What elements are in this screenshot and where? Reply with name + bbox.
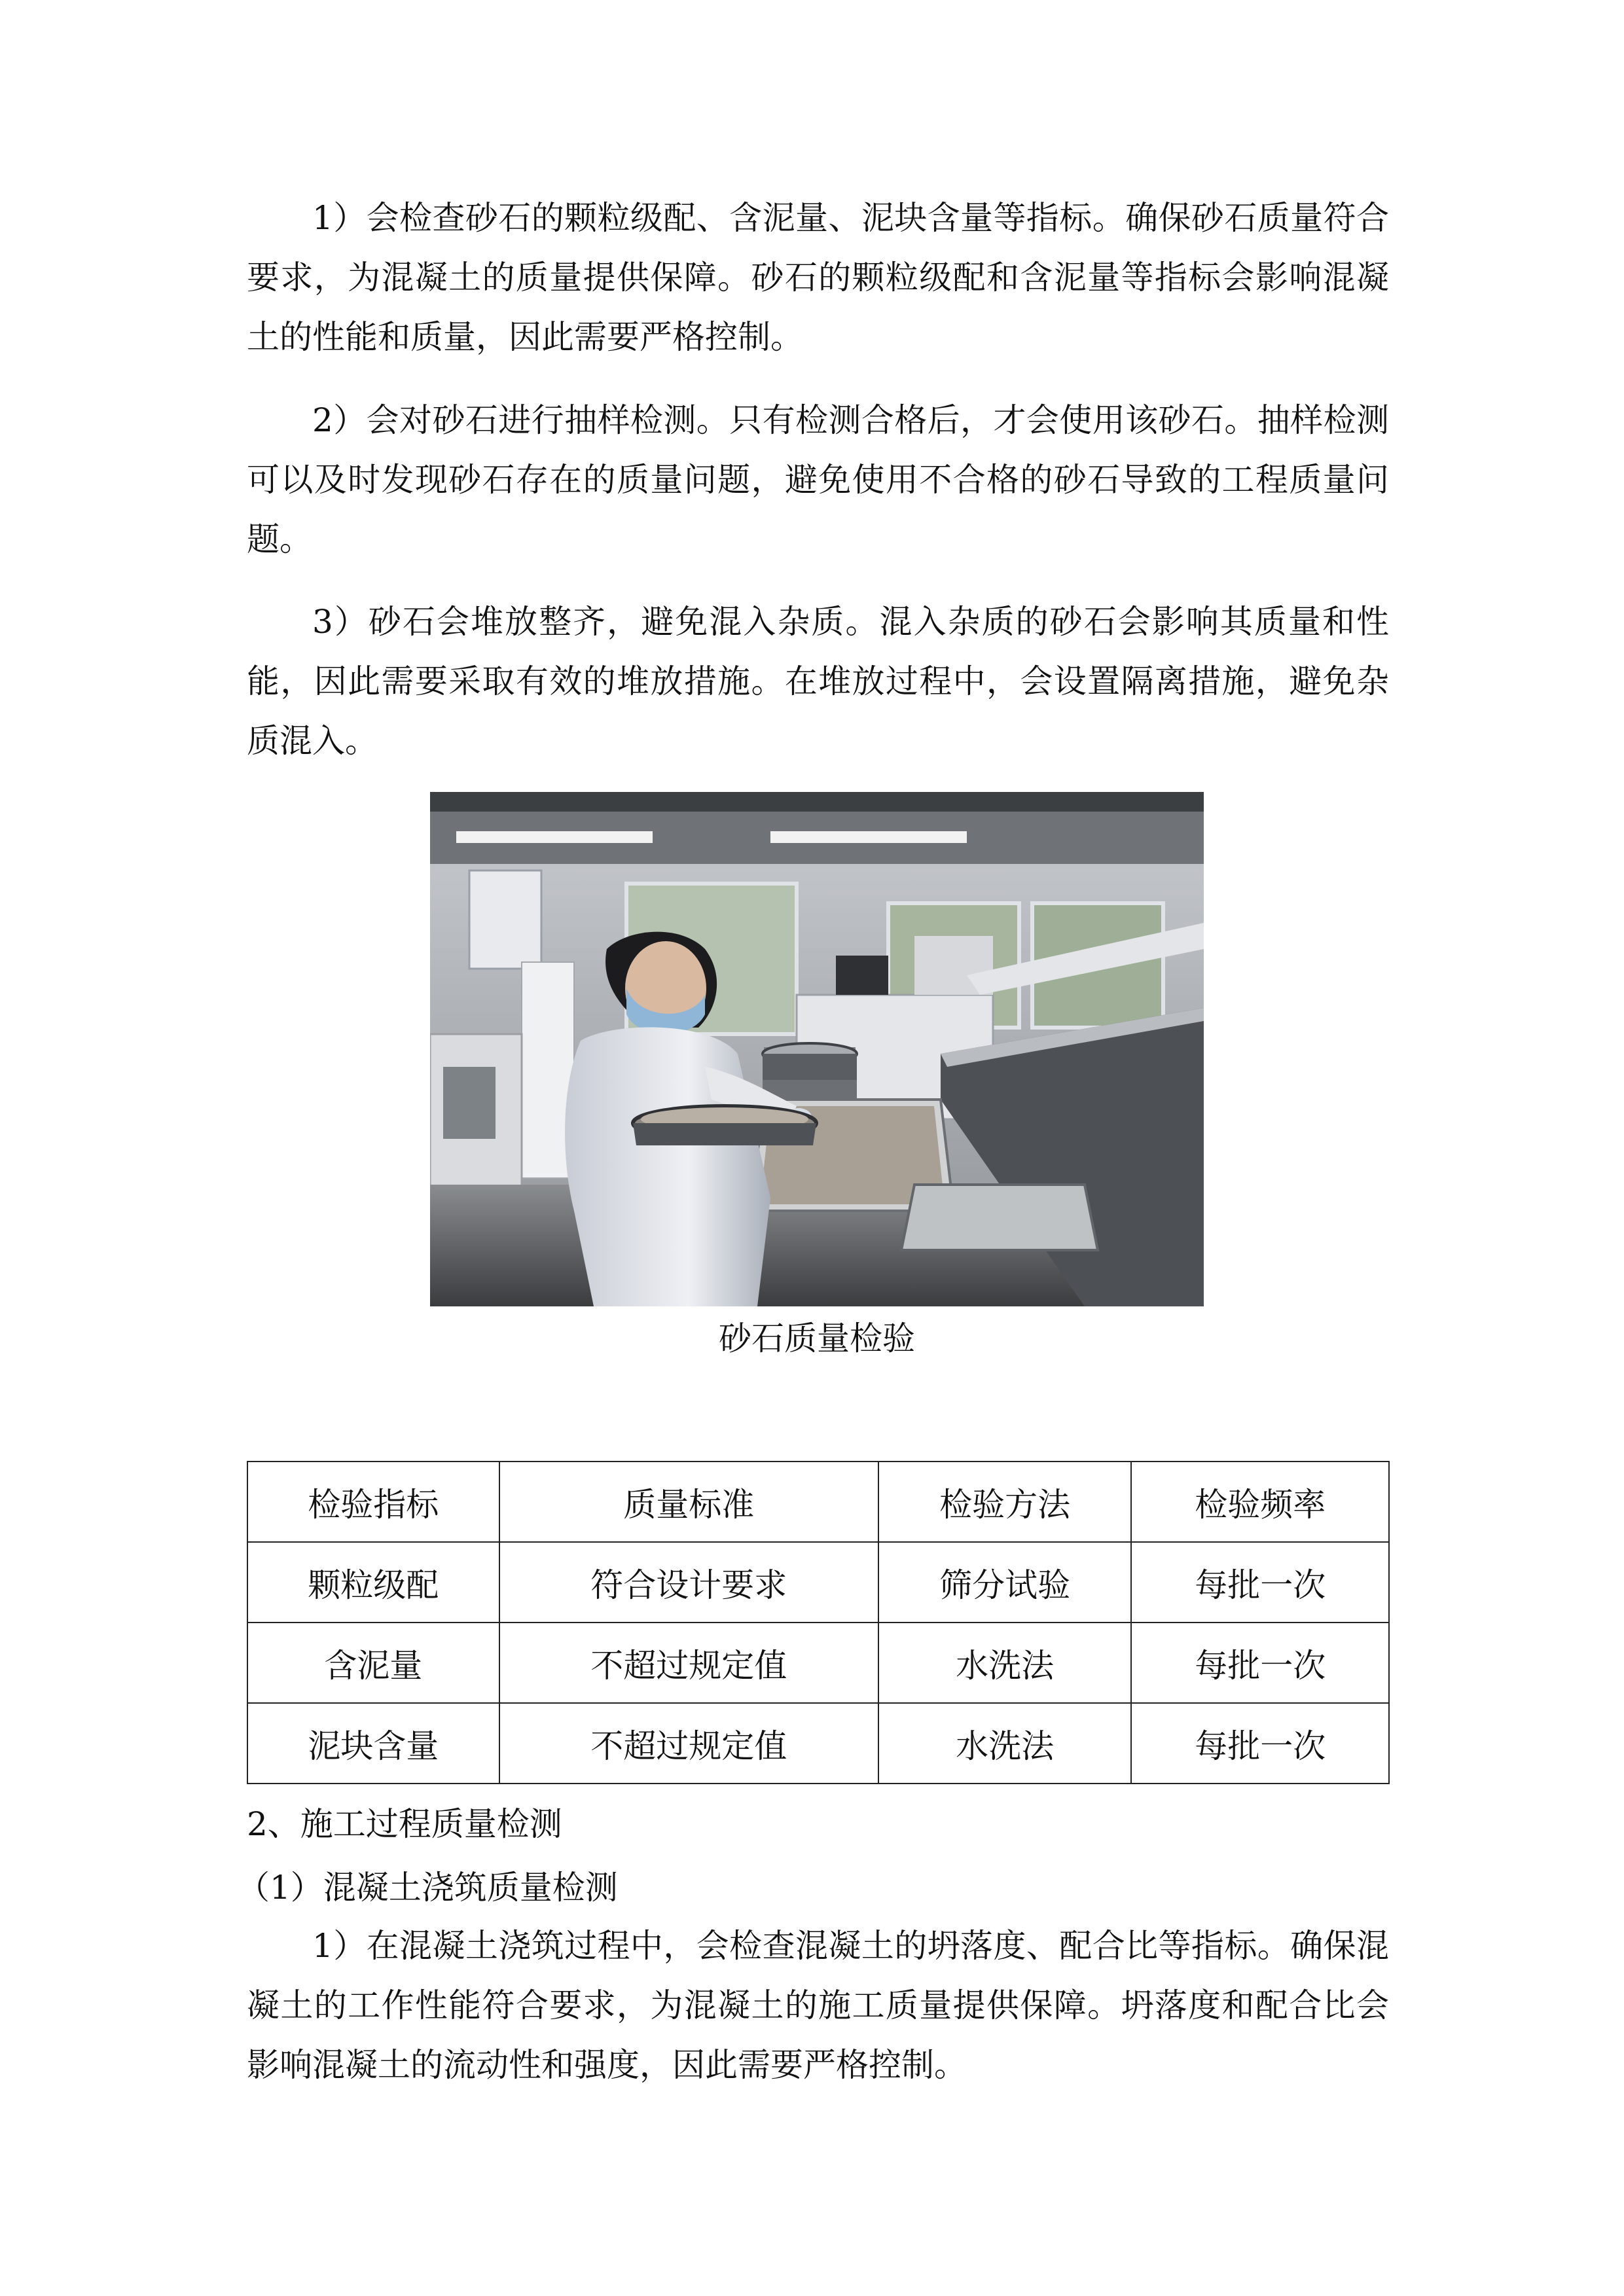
inspection-table bbox=[247, 1461, 1390, 1784]
header-cell: 质量标准 bbox=[499, 1462, 878, 1542]
subsection-heading: （1）混凝土浇筑质量检测 bbox=[237, 1869, 618, 1907]
table-cell: 符合设计要求 bbox=[499, 1542, 878, 1623]
table-cell: 每批一次 bbox=[1131, 1703, 1389, 1784]
paragraph-sand-indicators: 1）会检查砂石的颗粒级配、含泥量、泥块含量等指标。确保砂石质量符合要求，为混凝土的质量提供保障。砂石的颗粒级配和含泥量等指标会影响混凝土的性能和质量，因此需要严格控制。 bbox=[247, 199, 1389, 356]
header-cell: 检验频率 bbox=[1131, 1462, 1389, 1542]
table-cell: 水洗法 bbox=[878, 1623, 1132, 1703]
table-cell: 不超过规定值 bbox=[499, 1703, 878, 1784]
table-cell: 不超过规定值 bbox=[499, 1623, 878, 1703]
table-cell: 水洗法 bbox=[878, 1703, 1132, 1784]
paragraph-stacking: 3）砂石会堆放整齐，避免混入杂质。混入杂质的砂石会影响其质量和性能，因此需要采取有效的堆放措施。在堆放过程中，会设置隔离措施，避免杂质混入。 bbox=[247, 603, 1389, 760]
header-cell: 检验方法 bbox=[878, 1462, 1132, 1542]
table-row bbox=[247, 1542, 1389, 1623]
paragraph-concrete-pouring: 1）在混凝土浇筑过程中，会检查混凝土的坍落度、配合比等指标。确保混凝土的工作性能符合要求，为混凝土的施工质量提供保障。坍落度和配合比会影响混凝土的流动性和强度，因此需要严格控制。 bbox=[247, 1927, 1389, 2084]
section-heading: 2、施工过程质量检测 bbox=[247, 1805, 562, 1843]
table-header-row bbox=[247, 1462, 1389, 1542]
table-cell: 每批一次 bbox=[1131, 1623, 1389, 1703]
table-row bbox=[247, 1623, 1389, 1703]
table-cell: 每批一次 bbox=[1131, 1542, 1389, 1623]
lab-inspection-photo bbox=[430, 792, 1204, 1306]
figure-caption: 砂石质量检验 bbox=[719, 1319, 915, 1357]
header-cell: 检验指标 bbox=[247, 1462, 499, 1542]
table-cell: 筛分试验 bbox=[878, 1542, 1132, 1623]
paragraph-sampling-test: 2）会对砂石进行抽样检测。只有检测合格后，才会使用该砂石。抽样检测可以及时发现砂石存在的质量问题，避免使用不合格的砂石导致的工程质量问题。 bbox=[247, 401, 1389, 558]
table-row bbox=[247, 1703, 1389, 1784]
table-cell: 颗粒级配 bbox=[247, 1542, 499, 1623]
table-cell: 泥块含量 bbox=[247, 1703, 499, 1784]
table-cell: 含泥量 bbox=[247, 1623, 499, 1703]
